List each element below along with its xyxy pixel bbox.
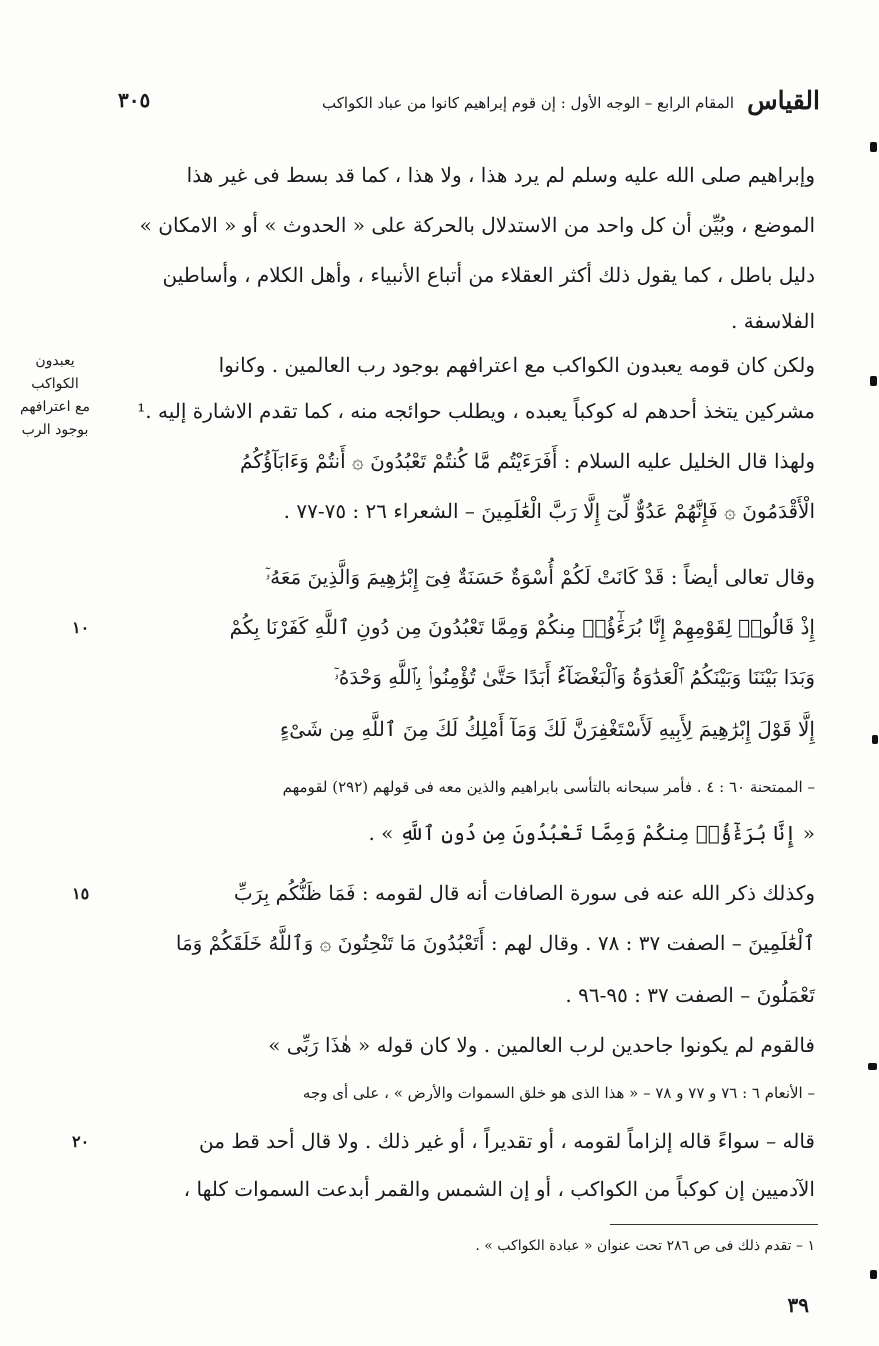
margin-note-line: يعبدون	[35, 353, 75, 369]
text-line: الموضع ، وبُيِّن أن كل واحد من الاستدلال بالحركة على « الحدوث » أو « الامكان »	[139, 213, 815, 237]
line-number: ٢٠	[72, 1132, 90, 1151]
scan-speck	[870, 376, 877, 386]
quran-line: إِلَّا قَوْلَ إِبْرَٰهِيمَ لِأَبِيهِ لَأَسْتَغْفِرَنَّ لَكَ وَمَآ أَمْلِكُ لَكَ مِنَ ٱللَّهِ مِن شَىْءٍ	[279, 717, 815, 741]
margin-note-line: مع اعترافهم	[20, 399, 90, 415]
quran-line: تَعْمَلُونَ – الصفت ٣٧ : ٩٥-٩٦ .	[565, 983, 815, 1007]
margin-note-line: بوجود الرب	[21, 422, 89, 438]
quran-line: وقال تعالى أيضاً : قَدْ كَانَتْ لَكُمْ أُسْوَةٌ حَسَنَةٌ فِىٓ إِبْرَٰهِيمَ وَالَّذِينَ مَعَهُۥٓ	[265, 565, 815, 589]
margin-note-line: الكواكب	[31, 376, 79, 392]
quran-line: وَبَدَا بَيْنَنَا وَبَيْنَكُمُ ٱلْعَدَٰوَةُ وَٱلْبَغْضَآءُ أَبَدًا حَتَّىٰ تُؤْمِنُوا۟ بِٱللَّهِ وَحْدَهُۥٓ	[333, 665, 815, 689]
scan-speck	[868, 1063, 877, 1070]
line-number: ١٥	[72, 884, 90, 903]
text-line: – الممتحنة ٦٠ : ٤ . فأمر سبحانه بالتأسى بابراهيم والذين معه فى قولهم (٢٩٢) لقومهم	[282, 778, 815, 796]
running-head: المقام الرابع – الوجه الأول : إن قوم إبراهيم كانوا من عباد الكواكب	[321, 94, 734, 112]
text-line: قاله – سواءً قاله إلزاماً لقومه ، أو تقديراً ، أو غير ذلك . ولا قال أحد قط من	[198, 1129, 815, 1153]
quran-line: الْأَقْدَمُونَ ۞ فَإِنَّهُمْ عَدُوٌّ لِّىٓ إِلَّا رَبَّ الْعَٰلَمِينَ – الشعراء ٢٦ : ٧٥-٧٧ .	[283, 499, 815, 523]
folio-number: ٣٩	[787, 1293, 809, 1317]
header-page-number: ٣٠٥	[118, 88, 151, 112]
text-line: وكذلك ذكر الله عنه فى سورة الصافات أنه قال لقومه : فَمَا ظَنُّكُم بِرَبِّ	[233, 881, 815, 905]
text-line: الفلاسفة .	[730, 309, 815, 333]
scan-speck	[870, 1270, 877, 1279]
scan-speck	[872, 735, 878, 744]
quran-line: « إِنَّا بُرَءَٰٓؤُا۟ مِنكُمْ وَمِمَّا تَعْبُدُونَ مِن دُونِ ٱللَّهِ » .	[368, 821, 815, 845]
text-line: الآدميين إن كوكباً من الكواكب ، أو إن الشمس والقمر أبدعت السموات كلها ،	[183, 1177, 815, 1201]
text-line: فالقوم لم يكونوا جاحدين لرب العالمين . ولا كان قوله « هٰذَا رَبِّى »	[268, 1033, 815, 1057]
text-line: ولكن كان قومه يعبدون الكواكب مع اعترافهم بوجود رب العالمين . وكانوا	[218, 353, 815, 377]
text-line: – الأنعام ٦ : ٧٦ و ٧٧ و ٧٨ – « هذا الذى هو خلق السموات والأرض » ، على أى وجه	[302, 1084, 815, 1102]
line-number: ١٠	[72, 618, 90, 637]
text-line: وإبراهيم صلى الله عليه وسلم لم يرد هذا ، ولا هذا ، كما قد بسط فى غير هذا	[186, 163, 815, 187]
quran-line: إِذْ قَالُوا۟ لِقَوْمِهِمْ إِنَّا بُرَءَٰٓؤُا۟ مِنكُمْ وَمِمَّا تَعْبُدُونَ مِن دُونِ ٱللَّهِ كَفَرْنَا بِكُمْ	[229, 615, 815, 639]
text-line: دليل باطل ، كما يقول ذلك أكثر العقلاء من أتباع الأنبياء ، وأهل الكلام ، وأساطين	[162, 263, 815, 287]
footnote: ١ – تقدم ذلك فى ص ٢٨٦ تحت عنوان « عبادة الكواكب » .	[475, 1238, 815, 1254]
text-line: مشركين يتخذ أحدهم له كوكباً يعبده ، ويطلب حوائجه منه ، كما تقدم الاشارة إليه .¹	[137, 399, 815, 423]
header-title: القياس	[747, 86, 820, 115]
margin-note	[14, 350, 96, 442]
quran-line: ولهذا قال الخليل عليه السلام : أَفَرَءَيْتُم مَّا كُنتُمْ تَعْبُدُونَ ۞ أَنتُمْ وَءَابَآؤُكُمُ	[240, 449, 815, 473]
quran-line: ٱلْعَٰلَمِينَ – الصفت ٣٧ : ٧٨ . وقال لهم : أَتَعْبُدُونَ مَا تَنْحِتُونَ ۞ وَٱللَّهُ خَلَقَكُمْ وَمَا	[175, 931, 815, 955]
footnote-rule	[610, 1224, 818, 1225]
page-header	[112, 86, 820, 126]
scan-speck	[870, 142, 877, 152]
